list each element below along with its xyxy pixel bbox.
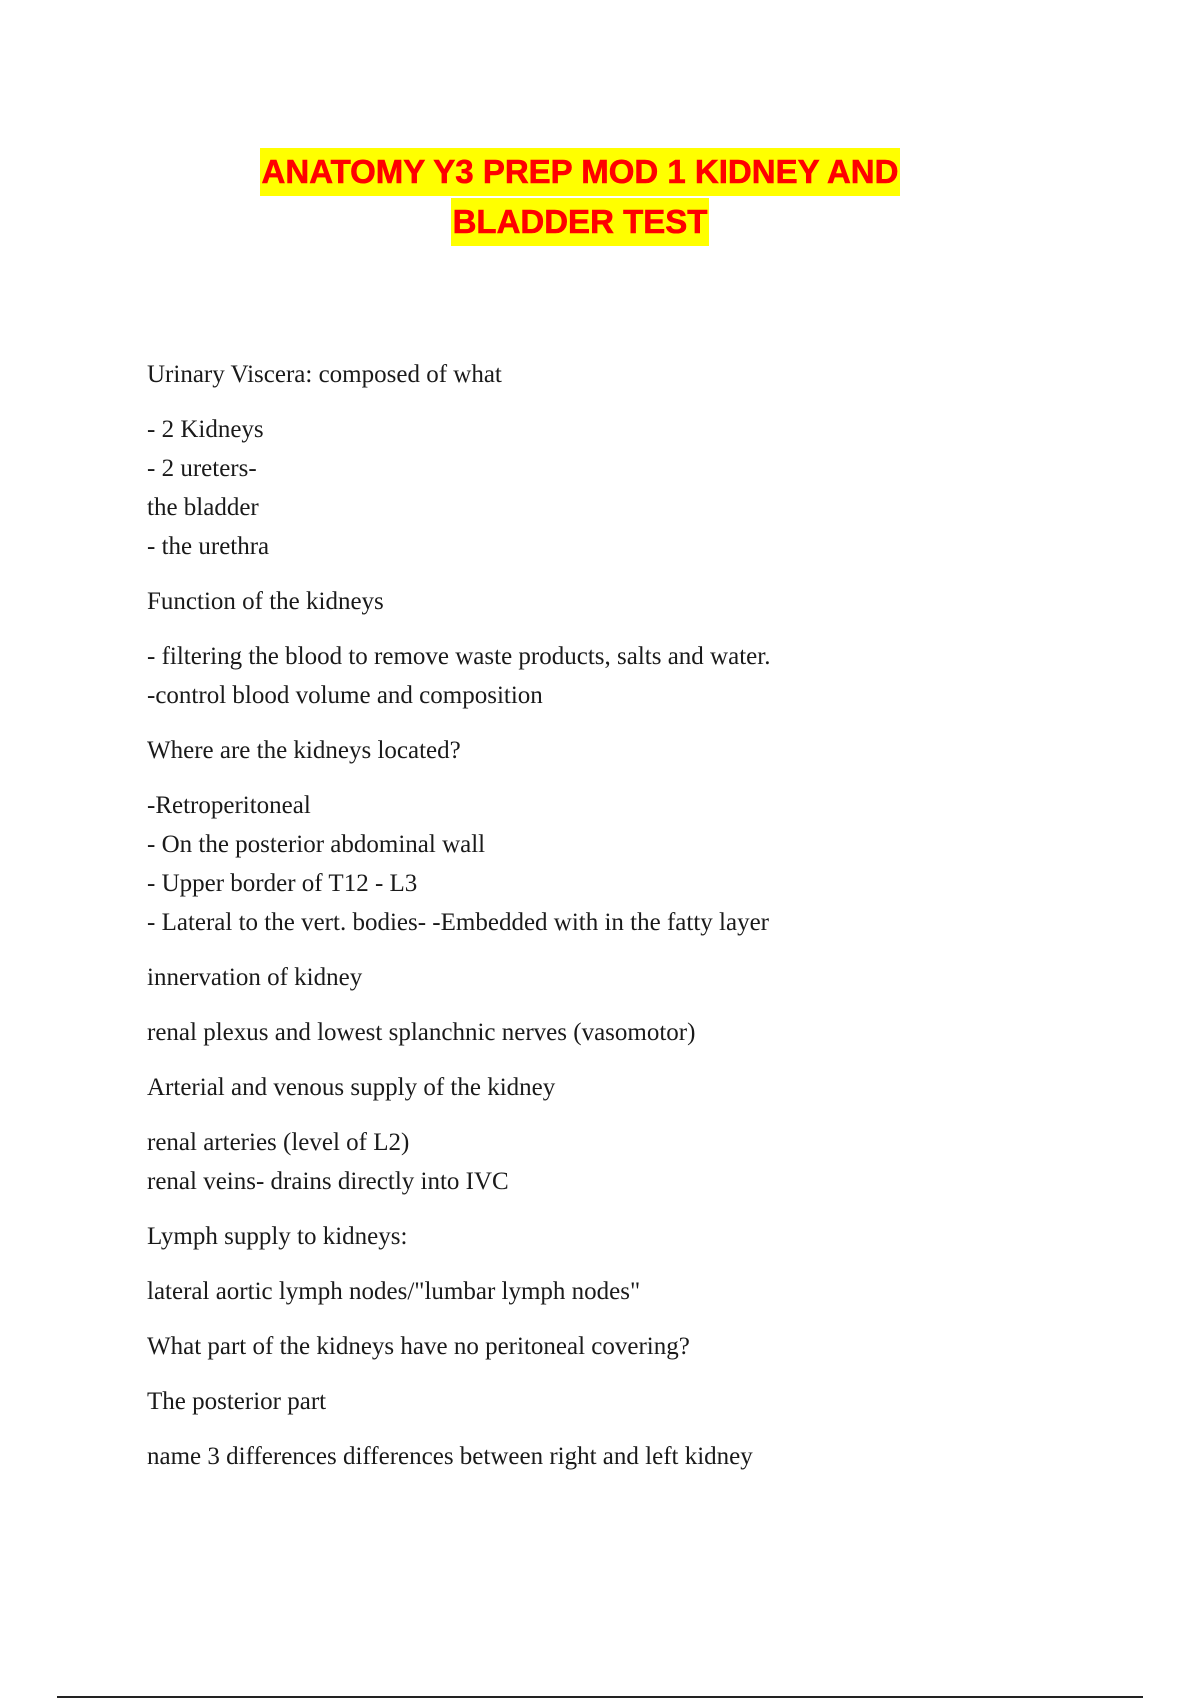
question-arterial-venous xyxy=(147,1068,1107,1107)
text-line: - 2 Kidneys xyxy=(147,416,264,443)
question-kidney-location xyxy=(147,731,1107,770)
text-line: innervation of kidney xyxy=(147,964,363,991)
text-line: - Upper border of T12 - L3 xyxy=(147,870,418,897)
text-line: - filtering the blood to remove waste products, salts and water. xyxy=(147,643,771,670)
answer-lymph xyxy=(147,1272,1107,1311)
text-line: renal plexus and lowest splanchnic nerves (vasomotor) xyxy=(147,1019,696,1046)
footer-divider xyxy=(57,1696,1143,1698)
text-line: renal arteries (level of L2) xyxy=(147,1129,410,1156)
text-line: Urinary Viscera: composed of what xyxy=(147,361,502,388)
text-line: lateral aortic lymph nodes/"lumbar lymph nodes" xyxy=(147,1278,641,1305)
title-line-1: ANATOMY Y3 PREP MOD 1 KIDNEY AND xyxy=(260,148,901,196)
document-title xyxy=(0,148,1160,246)
answer-function-kidneys xyxy=(147,637,1107,715)
text-line: - On the posterior abdominal wall xyxy=(147,831,486,858)
text-line: -control blood volume and composition xyxy=(147,682,543,709)
question-differences xyxy=(147,1437,1107,1476)
title-line-2: BLADDER TEST xyxy=(451,198,710,246)
text-line: - 2 ureters- xyxy=(147,455,257,482)
answer-urinary-viscera xyxy=(147,410,1107,566)
text-line: - Lateral to the vert. bodies- -Embedded with in the fatty layer xyxy=(147,909,769,936)
text-line: The posterior part xyxy=(147,1388,327,1415)
text-line: Lymph supply to kidneys: xyxy=(147,1223,408,1250)
text-line: name 3 differences differences between right and left kidney xyxy=(147,1443,753,1470)
text-line: Where are the kidneys located? xyxy=(147,737,461,764)
question-innervation xyxy=(147,958,1107,997)
document-body xyxy=(147,355,1107,1492)
question-urinary-viscera xyxy=(147,355,1107,394)
answer-kidney-location xyxy=(147,786,1107,942)
text-line: What part of the kidneys have no peritoneal covering? xyxy=(147,1333,690,1360)
text-line: - the urethra xyxy=(147,533,270,560)
text-line: Function of the kidneys xyxy=(147,588,384,615)
answer-arterial-venous xyxy=(147,1123,1107,1201)
text-line: renal veins- drains directly into IVC xyxy=(147,1168,509,1195)
answer-innervation xyxy=(147,1013,1107,1052)
question-function-kidneys xyxy=(147,582,1107,621)
question-lymph xyxy=(147,1217,1107,1256)
text-line: the bladder xyxy=(147,494,259,521)
question-peritoneal xyxy=(147,1327,1107,1366)
text-line: Arterial and venous supply of the kidney xyxy=(147,1074,556,1101)
answer-peritoneal xyxy=(147,1382,1107,1421)
text-line: -Retroperitoneal xyxy=(147,792,311,819)
